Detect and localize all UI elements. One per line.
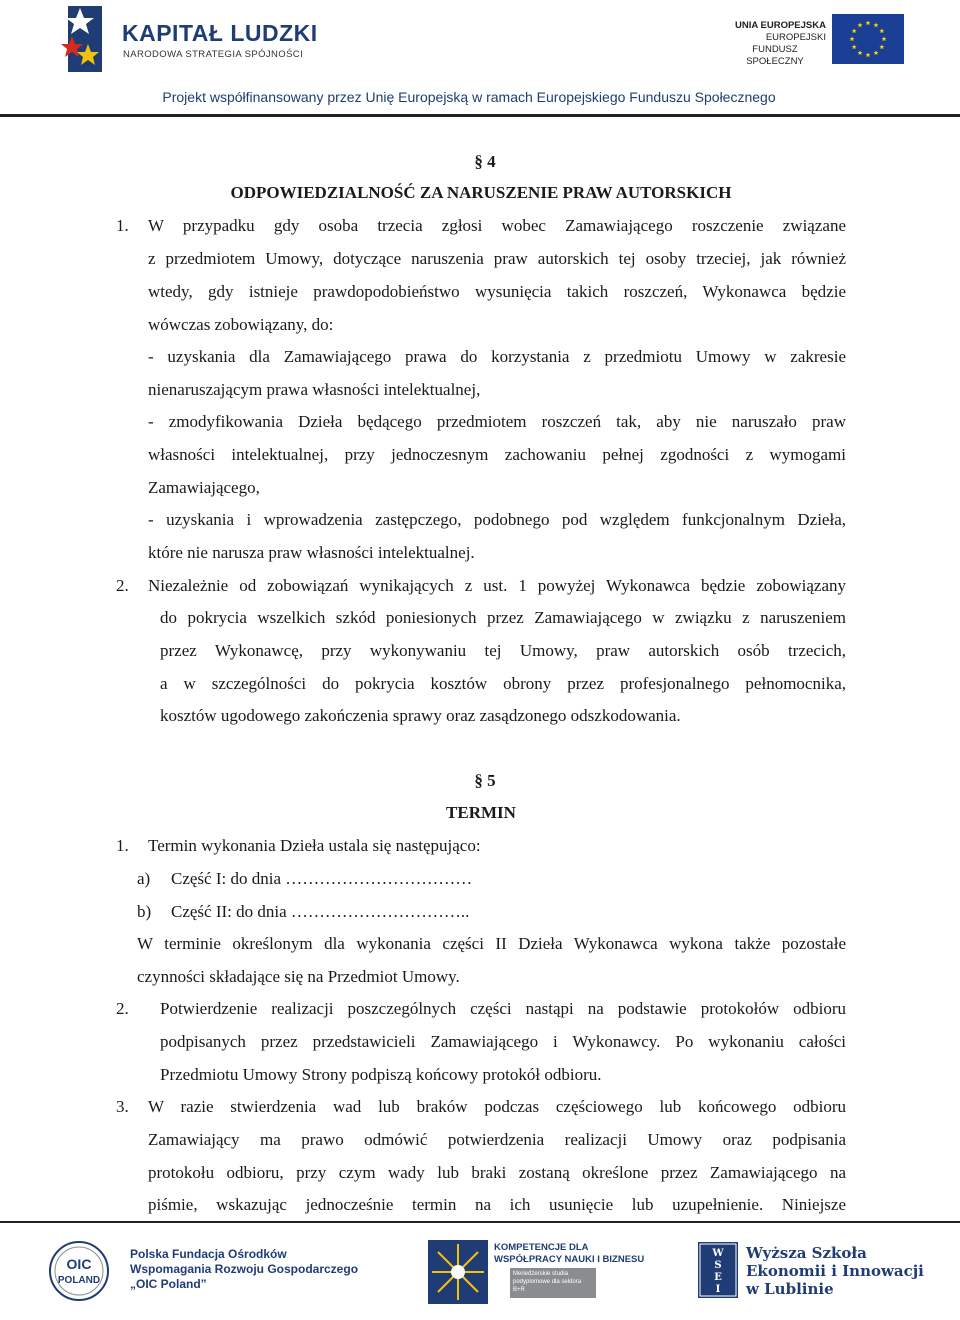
s5-item-2-line-1: Potwierdzenie realizacji poszczególnych części nastąpi na podstawie protokołów odbioru xyxy=(160,999,846,1018)
s4-item-2-line-1: Niezależnie od zobowiązań wynikających z ust. 1 powyżej Wykonawca będzie zobowiązany xyxy=(148,576,846,595)
wsei-letter-i: I xyxy=(715,1284,721,1295)
s5-sub-b-label: b) xyxy=(137,902,152,921)
s5-item-1-line-1: Termin wykonania Dzieła ustala się następująco: xyxy=(148,836,481,855)
s5-item-2-line-3: Przedmiotu Umowy Strony podpiszą końcowy protokół odbioru. xyxy=(160,1065,602,1084)
kompetencje-badge-line-3: B+R xyxy=(513,1287,525,1293)
kompetencje-title xyxy=(494,1242,644,1266)
kompetencje-line-2: WSPÓŁPRACY NAUKI I BIZNESU xyxy=(494,1254,645,1265)
wsei-name-line-1: Wyższa Szkoła xyxy=(746,1244,867,1262)
s5-item-1-note-line-1: W terminie określonym dla wykonania części II Dzieła Wykonawca wykona także pozostałe xyxy=(137,934,846,953)
kompetencje-line-1: KOMPETENCJE DLA xyxy=(494,1242,589,1253)
project-cofinancing-line: Projekt współfinansowany przez Unię Europejską w ramach Europejskiego Funduszu Społecznego xyxy=(162,89,776,105)
s5-item-3-line-1: W razie stwierdzenia wad lub braków podczas częściowego lub końcowego odbioru xyxy=(148,1097,846,1116)
wsei-name xyxy=(746,1244,924,1298)
wsei-name-line-3: w Lublinie xyxy=(746,1280,834,1298)
header-divider xyxy=(0,114,960,117)
eu-label-line-1: UNIA EUROPEJSKA xyxy=(735,20,826,31)
wsei-letter-e: E xyxy=(714,1272,722,1283)
section-4-title: ODPOWIEDZIALNOŚĆ ZA NARUSZENIE PRAW AUTORSKICH xyxy=(230,183,732,202)
s4-item-2-number: 2. xyxy=(116,576,129,595)
s5-item-3-number: 3. xyxy=(116,1097,129,1116)
wsei-logo xyxy=(698,1242,738,1298)
s4-item-1-line-4: wówczas zobowiązany, do: xyxy=(148,315,334,334)
s5-item-2-number: 2. xyxy=(116,999,129,1018)
kapital-ludzki-subtitle: NARODOWA STRATEGIA SPÓJNOŚCI xyxy=(123,49,304,60)
section-4-number: § 4 xyxy=(474,152,496,171)
kompetencje-badge-line-1: Menedżerskie studia xyxy=(513,1271,569,1277)
s5-item-2-line-2: podpisanych przez przedstawicieli Zamawiającego i Wykonawcy. Po wykonaniu całości xyxy=(160,1032,846,1051)
s4-item-1-line-3: wtedy, gdy istnieje prawdopodobieństwo wysunięcia takich roszczeń, Wykonawca będzie xyxy=(148,282,846,301)
oic-name-line-2: Wspomagania Rozwoju Gospodarczego xyxy=(130,1262,359,1276)
section-5-title: TERMIN xyxy=(446,803,516,822)
s5-item-3-line-3: protokołu odbioru, przy czym wady lub braki zostaną określone przez Zamawiającego na xyxy=(148,1163,846,1182)
s4-item-1-number: 1. xyxy=(116,216,129,235)
wsei-letter-s: S xyxy=(714,1260,722,1271)
kompetencje-badge xyxy=(510,1268,596,1298)
page-header xyxy=(0,0,960,118)
s4-dash-1-line-2: nienaruszającym prawa własności intelektualnej, xyxy=(148,380,481,399)
kapital-ludzki-logo xyxy=(58,4,108,74)
s4-dash-2-line-3: Zamawiającego, xyxy=(148,478,260,497)
oic-name-line-3: „OIC Poland” xyxy=(130,1277,207,1291)
s5-item-1-note-line-2: czynności składające się na Przedmiot Umowy. xyxy=(137,967,460,986)
s4-item-1-line-1: W przypadku gdy osoba trzecia zgłosi wobec Zamawiającego roszczenie związane xyxy=(148,216,846,235)
s4-dash-2-line-2: własności intelektualnej, przy jednoczesnym zachowaniu pełnej zgodności z wymogami xyxy=(148,445,846,464)
s4-item-2-line-4: a w szczególności do pokrycia kosztów obrony przez profesjonalnego pełnomocnika, xyxy=(160,674,846,693)
s4-dash-2-line-1: - zmodyfikowania Dzieła będącego przedmiotem roszczeń tak, aby nie naruszało praw xyxy=(148,412,846,431)
eu-flag-icon xyxy=(832,14,904,64)
oic-poland-logo xyxy=(38,1240,120,1302)
s5-item-1-number: 1. xyxy=(116,836,129,855)
s4-item-2-line-2: do pokrycia wszelkich szkód poniesionych przez Zamawiającego w związku z naruszeniem xyxy=(160,608,846,627)
kompetencje-badge-line-2: podyplomowe dla sektora xyxy=(513,1279,582,1285)
oic-foundation-name xyxy=(130,1247,358,1292)
kompetencje-logo xyxy=(428,1240,488,1304)
s4-item-1-line-2: z przedmiotem Umowy, dotyczące naruszenia praw autorskich tej osoby trzeciej, jak również xyxy=(148,249,846,268)
oic-logo-text-1: OIC xyxy=(66,1256,92,1272)
section-5-number: § 5 xyxy=(474,771,496,790)
oic-name-line-1: Polska Fundacja Ośrodków xyxy=(130,1247,287,1261)
eu-label-line-2: EUROPEJSKI xyxy=(765,32,826,43)
s4-item-2-line-3: przez Wykonawcę, przy wykonywaniu tej Umowy, praw autorskich osób trzecich, xyxy=(160,641,846,660)
s5-sub-a-text: Część I: do dnia …………………………… xyxy=(171,869,473,888)
s4-item-2-line-5: kosztów ugodowego zakończenia sprawy oraz zasądzonego odszkodowania. xyxy=(160,706,681,725)
s4-dash-3-line-2: które nie narusza praw własności intelektualnej. xyxy=(148,543,475,562)
s5-sub-a-label: a) xyxy=(137,869,151,888)
footer-divider xyxy=(0,1221,960,1223)
s5-sub-b-text: Część II: do dnia ………………………….. xyxy=(171,902,470,921)
oic-logo-text-2: POLAND xyxy=(57,1275,101,1286)
s4-dash-3-line-1: - uzyskania i wprowadzenia zastępczego, podobnego pod względem funkcjonalnym Dzieła, xyxy=(148,510,846,529)
eu-label-line-3: FUNDUSZ SPOŁECZNY xyxy=(746,44,804,67)
kapital-ludzki-title: KAPITAŁ LUDZKI xyxy=(122,20,318,46)
s5-item-3-line-2: Zamawiający ma prawo odmówić potwierdzenia realizacji Umowy oraz podpisania xyxy=(148,1130,846,1149)
eu-label xyxy=(724,20,826,68)
s5-item-3-line-4: piśmie, wskazując jednocześnie termin na ich usunięcie lub uzupełnienie. Niniejsze xyxy=(148,1195,846,1214)
wsei-name-line-2: Ekonomii i Innowacji xyxy=(746,1262,924,1280)
wsei-letter-w: W xyxy=(712,1248,724,1259)
s4-dash-1-line-1: - uzyskania dla Zamawiającego prawa do korzystania z przedmiotu Umowy w zakresie xyxy=(148,347,846,366)
